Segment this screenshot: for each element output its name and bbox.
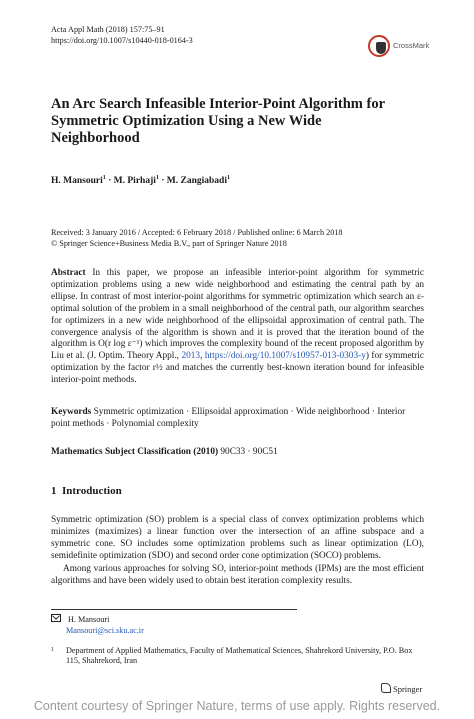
abstract-text-part1: In this paper, we propose an infeasible interior-point algorithm for symmetric optimization problems using a new wide neighborhood and estimating the central path by an ellipse. In contrast of most interior-point algorithms for symmetric optimization which search an ε-optimal solution of the problem in a small neighborhood of the central path, our algorithm searches for optimizers in a new wide neighborhood of the ellipsoidal approximation of central path. The convergence analysis of the algorithm is shown and it is proved that the iteration bound of the algorithm is O(r log ε⁻¹) which improves the complexity bound of the recent proposed algorithm by Liu et al. (J. Optim. Theory Appl., (51, 268, 424, 362)
author-name: M. Zangiabadi (166, 176, 227, 187)
author-name: H. Mansouri (51, 176, 103, 187)
keywords-label: Keywords (51, 407, 92, 417)
envelope-icon (51, 614, 61, 622)
affiliation-text: Department of Applied Mathematics, Faculty of Mathematical Sciences, Shahrekord University, P.O. Box 115, Shahrekord, Iran (66, 646, 413, 665)
section-number: 1 (51, 485, 57, 497)
author-separator: · (161, 176, 165, 187)
journal-doi[interactable]: https://doi.org/10.1007/s10440-018-0164-3 (51, 36, 193, 45)
author-separator: · (108, 176, 112, 187)
author-affiliation-marker: 1 (102, 175, 106, 181)
springer-logo (381, 683, 422, 694)
author-list (51, 175, 230, 186)
affiliation (51, 646, 416, 666)
keywords-text: Symmetric optimization · Ellipsoidal approximation · Wide neighborhood · Interior point methods · Polynomial complexity (51, 407, 406, 429)
msc-classification (51, 447, 424, 457)
affiliation-number: 1 (51, 647, 54, 653)
springer-horse-icon (381, 683, 391, 693)
msc-label: Mathematics Subject Classification (2010) (51, 447, 219, 457)
section-heading (51, 485, 122, 497)
reference-doi-link[interactable]: https://doi.org/10.1007/s10957-013-0303-y (204, 351, 366, 362)
footnote-divider (51, 609, 297, 610)
abstract: Abstract In this paper, we propose an infeasible interior-point algorithm for symmetric optimization problems using a new wide neighborhood and estimating the central path by an ellipse. In contrast of most interior-point algorithms for symmetric optimization which search an ε-optimal solution of the problem in a small neighborhood of the central path, our algorithm searches for optimizers in a new wide neighborhood of the ellipsoidal approximation of central path. The convergence analysis of the algorithm is shown and it is proved that the iteration bound of the algorithm is O(r log ε⁻¹) which improves the complexity bound of the recent proposed algorithm by Liu et al. (J. Optim. Theory Appl., 2013, https://doi.org/10.1007/s10957-013-0303-y) for symmetric optimization by the factor r½ and matches the currently best-known iteration bound for infeasible interior-point methods. (51, 268, 424, 386)
crossmark-icon (368, 35, 390, 57)
copyright-line: © Springer Science+Business Media B.V., part of Springer Nature 2018 (51, 239, 287, 248)
reference-year-link[interactable]: 2013 (181, 351, 201, 362)
intro-paragraph: Symmetric optimization (SO) problem is a special class of convex optimization problems which minimizes (maximizes) a linear function over the intersection of an affine subspace and a symmetric cone. SO includes some optimization problems such as linear optimization (LO), semidefinite optimization (SDO) and second order cone optimization (SOCO) problems. (51, 515, 424, 561)
crossmark-badge[interactable] (368, 35, 458, 61)
introduction-body (51, 515, 424, 587)
author-affiliation-marker: 1 (155, 175, 159, 181)
email-link[interactable]: Mansouri@sci.sku.ac.ir (66, 626, 144, 635)
intro-paragraph: Among various approaches for solving SO, interior-point methods (IPMs) are the most efficient algorithms and have been widely used to obtain best iteration complexity results. (51, 563, 424, 586)
correspondence (51, 614, 144, 636)
author-name: M. Pirhaji (113, 176, 156, 187)
history-dates: Received: 3 January 2016 / Accepted: 6 February 2018 / Published online: 6 March 2018 (51, 228, 343, 237)
msc-codes: 90C33 · 90C51 (220, 447, 278, 457)
publication-dates (51, 227, 343, 249)
courtesy-notice: Content courtesy of Springer Nature, terms of use apply. Rights reserved. (33, 699, 441, 713)
publisher-name: Springer (393, 684, 423, 694)
paper-title: An Arc Search Infeasible Interior-Point Algorithm for Symmetric Optimization Using a New Wide Neighborhood (51, 96, 385, 146)
crossmark-label: CrossMark (393, 41, 430, 50)
abstract-label: Abstract (51, 268, 86, 278)
journal-citation: Acta Appl Math (2018) 157:75–91 (51, 25, 165, 34)
corresponding-author: H. Mansouri (68, 615, 110, 624)
abstract-text-part2: ) for symmetric optimization by the factor r½ and matches the currently best-known iteration bound for infeasible interior-point methods. (51, 351, 424, 386)
journal-header (51, 24, 193, 46)
section-title: Introduction (62, 485, 122, 497)
author-affiliation-marker: 1 (226, 175, 230, 181)
keywords (51, 407, 424, 431)
